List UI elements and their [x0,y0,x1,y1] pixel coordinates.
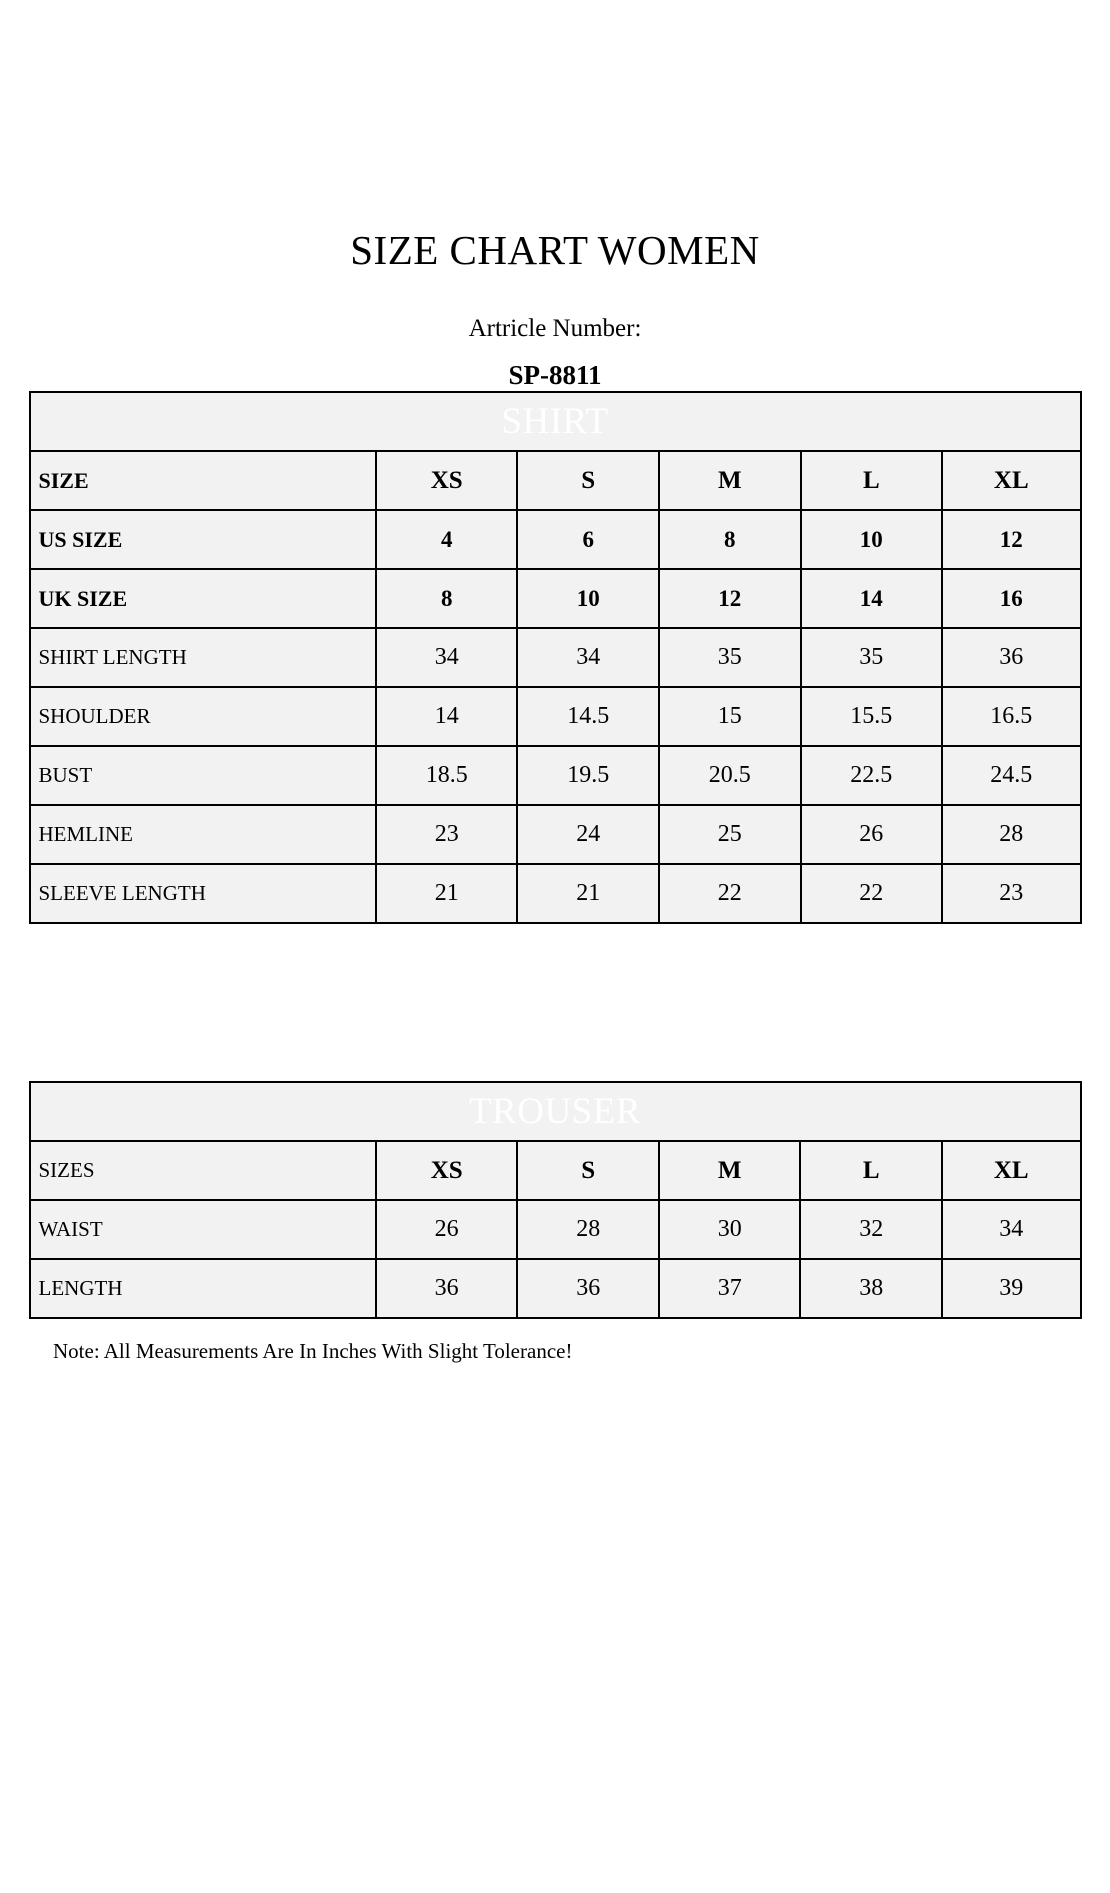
cell-value: 36 [517,1259,659,1318]
cell-value: 38 [800,1259,942,1318]
row-label: HEMLINE [30,805,376,864]
cell-value: 6 [517,510,659,569]
table-row [30,1141,1081,1200]
row-label: SIZE [30,451,376,510]
shirt-size-table [29,391,1082,924]
cell-value: 28 [942,805,1080,864]
cell-value: 34 [376,628,518,687]
table-row [30,1259,1081,1318]
cell-value: 16.5 [942,687,1080,746]
table-row [30,864,1081,923]
table-row [30,687,1081,746]
cell-value: XL [942,1141,1081,1200]
cell-value: 34 [517,628,659,687]
cell-value: S [517,451,659,510]
table-row [30,510,1081,569]
cell-value: 15.5 [801,687,943,746]
cell-value: 36 [942,628,1080,687]
row-label: BUST [30,746,376,805]
cell-value: 22.5 [801,746,943,805]
table-row [30,569,1081,628]
trouser-section-header [30,1082,1081,1141]
cell-value: 37 [659,1259,801,1318]
cell-value: 35 [801,628,943,687]
article-number-label: Artricle Number: [468,315,642,343]
trouser-size-table [29,1081,1082,1319]
size-chart-page [0,228,1110,1893]
row-label: UK SIZE [30,569,376,628]
row-label: SLEEVE LENGTH [30,864,376,923]
row-label: SIZES [30,1141,376,1200]
table-row [30,746,1081,805]
table-row [30,1200,1081,1259]
cell-value: 18.5 [376,746,518,805]
cell-value: 26 [801,805,943,864]
cell-value: 10 [517,569,659,628]
cell-value: 14.5 [517,687,659,746]
cell-value: 35 [659,628,801,687]
article-number-value: SP-8811 [508,360,602,391]
cell-value: 34 [942,1200,1081,1259]
cell-value: M [659,451,801,510]
table-row [30,805,1081,864]
cell-value: XL [942,451,1080,510]
row-label: SHOULDER [30,687,376,746]
cell-value: 24.5 [942,746,1080,805]
cell-value: 12 [942,510,1080,569]
cell-value: 36 [376,1259,518,1318]
cell-value: 8 [659,510,801,569]
cell-value: L [801,451,943,510]
cell-value: 14 [376,687,518,746]
cell-value: 32 [800,1200,942,1259]
cell-value: 16 [942,569,1080,628]
row-label: US SIZE [30,510,376,569]
page-title: SIZE CHART WOMEN [350,227,760,273]
cell-value: 15 [659,687,801,746]
row-label: LENGTH [30,1259,376,1318]
cell-value: 30 [659,1200,801,1259]
cell-value: 39 [942,1259,1081,1318]
cell-value: 21 [517,864,659,923]
table-row [30,451,1081,510]
shirt-section-header [30,392,1081,451]
cell-value: 28 [517,1200,659,1259]
cell-value: 4 [376,510,518,569]
cell-value: 23 [376,805,518,864]
table-row [30,628,1081,687]
cell-value: 24 [517,805,659,864]
trouser-section [25,1081,1085,1319]
cell-value: 21 [376,864,518,923]
row-label: SHIRT LENGTH [30,628,376,687]
measurement-note: Note: All Measurements Are In Inches With Slight Tolerance! [53,1339,573,1364]
row-label: WAIST [30,1200,376,1259]
cell-value: 12 [659,569,801,628]
cell-value: XS [376,451,518,510]
cell-value: 10 [801,510,943,569]
cell-value: S [517,1141,659,1200]
cell-value: L [800,1141,942,1200]
shirt-heading: SHIRT [30,392,1081,451]
cell-value: 20.5 [659,746,801,805]
cell-value: 14 [801,569,943,628]
cell-value: M [659,1141,801,1200]
cell-value: XS [376,1141,518,1200]
cell-value: 19.5 [517,746,659,805]
cell-value: 25 [659,805,801,864]
trouser-heading: TROUSER [30,1082,1081,1141]
cell-value: 22 [801,864,943,923]
cell-value: 22 [659,864,801,923]
cell-value: 26 [376,1200,518,1259]
cell-value: 8 [376,569,518,628]
cell-value: 23 [942,864,1080,923]
